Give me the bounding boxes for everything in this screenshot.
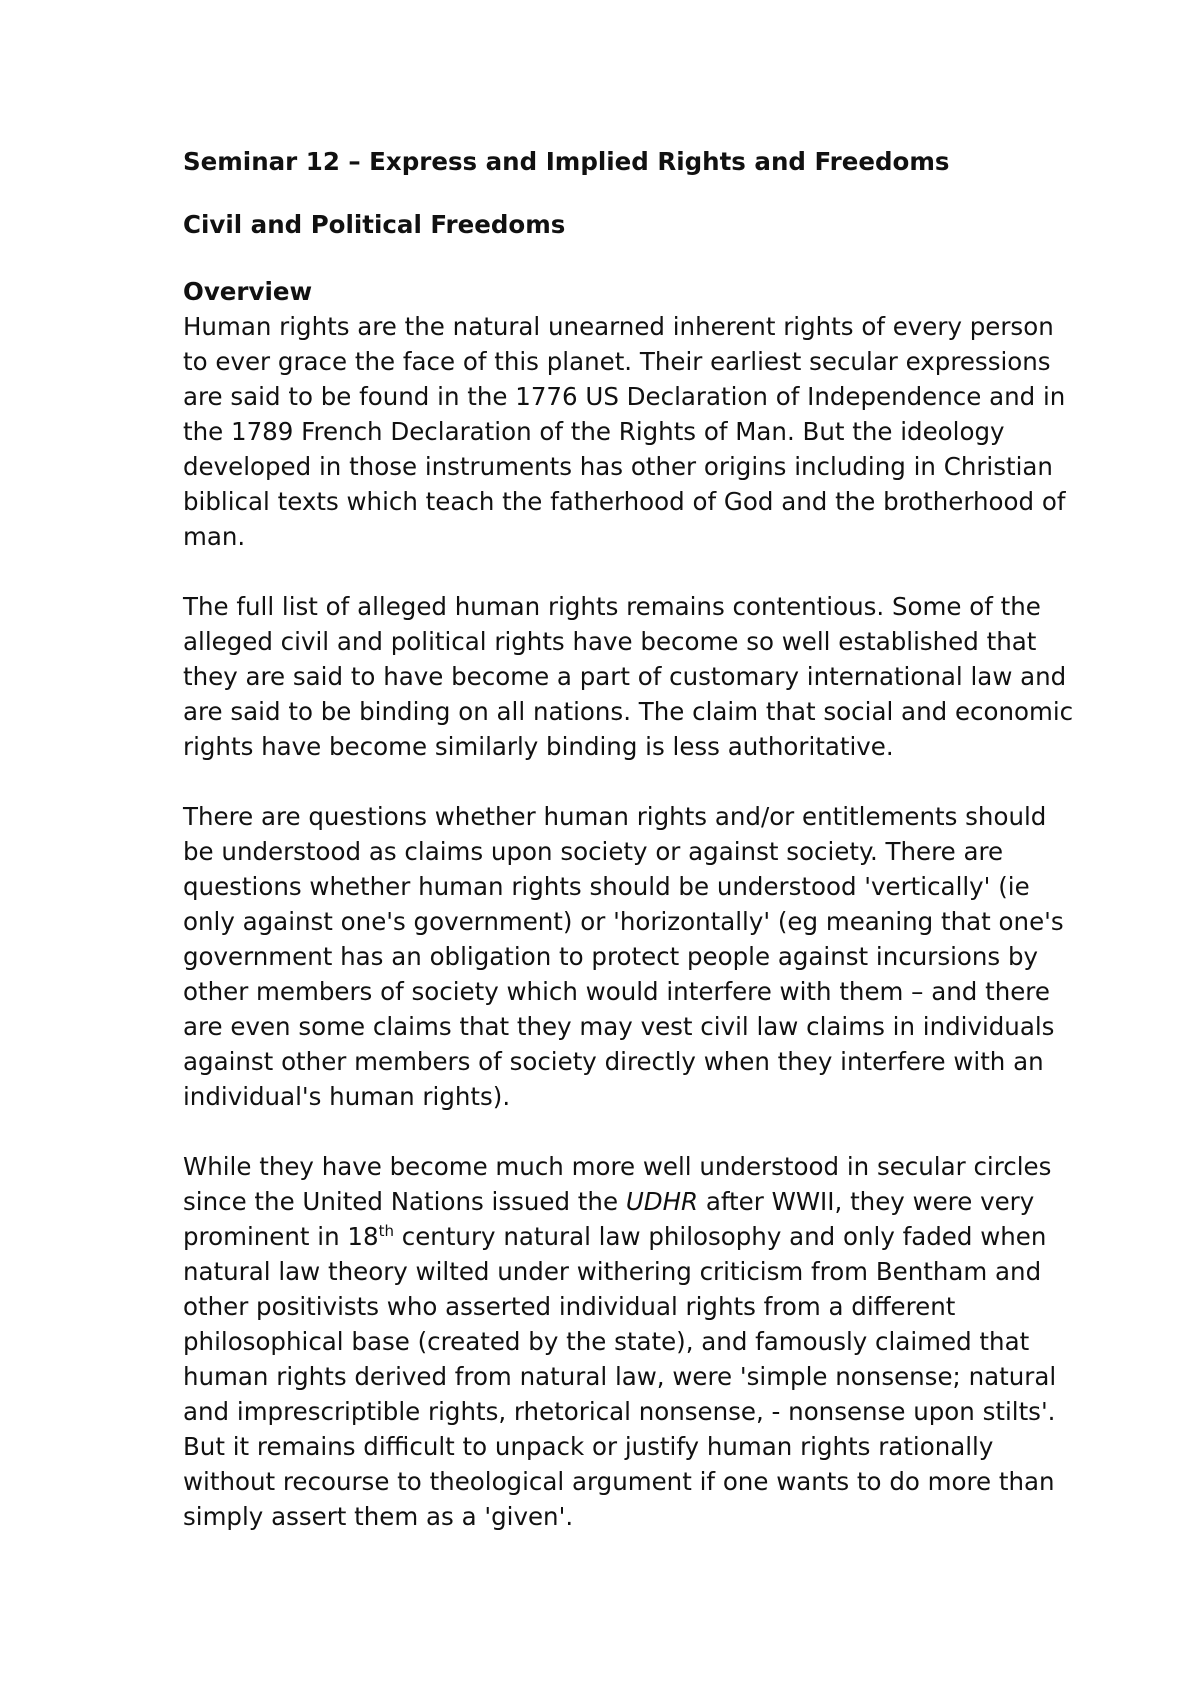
text-line: government has an obligation to protect people against incursions by — [183, 942, 1039, 971]
paragraph-4 — [183, 1149, 1057, 1534]
text-line: without recourse to theological argument if one wants to do more than — [183, 1467, 1055, 1496]
text-run: century natural law philosophy and only faded when — [393, 1222, 1047, 1251]
text-line: they are said to have become a part of customary international law and — [183, 662, 1067, 691]
text-line: There are questions whether human rights and/or entitlements should — [183, 802, 1047, 831]
section-heading-overview: Overview — [183, 277, 313, 306]
udhr-italic-text: UDHR — [625, 1187, 699, 1216]
text-line: biblical texts which teach the fatherhood of God and the brotherhood of — [183, 487, 1066, 516]
text-line: only against one's government) or 'horizontally' (eg meaning that one's — [183, 907, 1064, 936]
text-line: While they have become much more well understood in secular circles — [183, 1152, 1052, 1181]
text-line: natural law theory wilted under withering criticism from Bentham and — [183, 1257, 1042, 1286]
text-line: human rights derived from natural law, were 'simple nonsense; natural — [183, 1362, 1057, 1391]
text-line: other members of society which would interfere with them – and there — [183, 977, 1050, 1006]
ordinal-superscript: th — [378, 1221, 394, 1240]
text-line: other positivists who asserted individual rights from a different — [183, 1292, 956, 1321]
text-run: since the United Nations issued the — [183, 1187, 626, 1216]
document-body — [183, 144, 1074, 1569]
text-line: simply assert them as a 'given'. — [183, 1502, 574, 1531]
text-line: developed in those instruments has other origins including in Christian — [183, 452, 1053, 481]
text-line: philosophical base (created by the state), and famously claimed that — [183, 1327, 1030, 1356]
document-subtitle: Civil and Political Freedoms — [183, 210, 566, 239]
text-line: are said to be found in the 1776 US Declaration of Independence and in — [183, 382, 1066, 411]
text-run: after WWII, they were very — [698, 1187, 1035, 1216]
text-line: are even some claims that they may vest civil law claims in individuals — [183, 1012, 1055, 1041]
text-line: against other members of society directly when they interfere with an — [183, 1047, 1044, 1076]
text-line — [183, 1219, 1047, 1254]
text-line: But it remains difficult to unpack or justify human rights rationally — [183, 1432, 994, 1461]
text-line: the 1789 French Declaration of the Rights of Man. But the ideology — [183, 417, 1005, 446]
text-line: The full list of alleged human rights remains contentious. Some of the — [183, 592, 1041, 621]
text-line: are said to be binding on all nations. The claim that social and economic — [183, 697, 1074, 726]
text-line — [183, 1184, 1033, 1219]
paragraph-3 — [183, 799, 1064, 1114]
text-line: rights have become similarly binding is less authoritative. — [183, 732, 894, 761]
document-title: Seminar 12 – Express and Implied Rights and Freedoms — [183, 147, 950, 176]
text-line: questions whether human rights should be understood 'vertically' (ie — [183, 872, 1030, 901]
text-line: man. — [183, 522, 246, 551]
text-run: prominent in 18 — [183, 1222, 379, 1251]
text-line: alleged civil and political rights have become so well established that — [183, 627, 1037, 656]
text-line: to ever grace the face of this planet. Their earliest secular expressions — [183, 347, 1051, 376]
text-line: be understood as claims upon society or against society. There are — [183, 837, 1004, 866]
text-line: Human rights are the natural unearned inherent rights of every person — [183, 312, 1054, 341]
text-line: and imprescriptible rights, rhetorical nonsense, - nonsense upon stilts'. — [183, 1397, 1056, 1426]
paragraph-2 — [183, 589, 1074, 764]
text-line: individual's human rights). — [183, 1082, 511, 1111]
paragraph-1 — [183, 309, 1066, 554]
